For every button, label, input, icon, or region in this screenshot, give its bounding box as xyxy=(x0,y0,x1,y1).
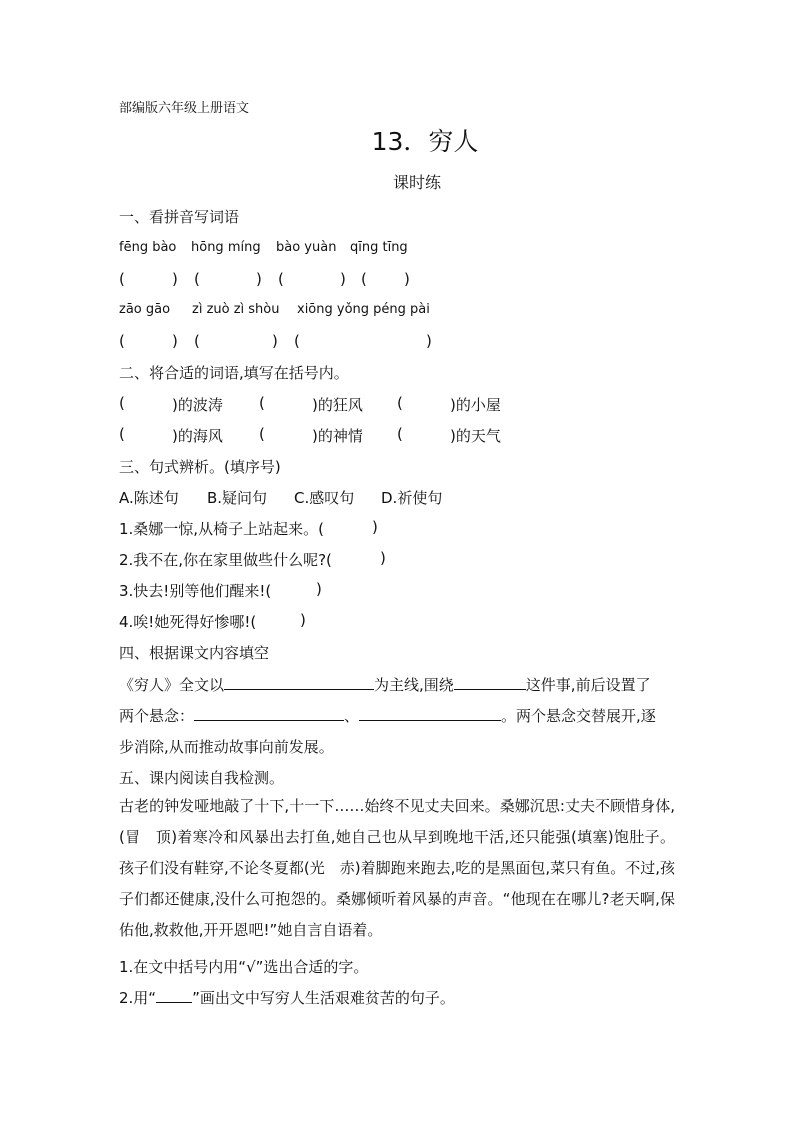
answer-bracket-close: ) xyxy=(172,270,178,288)
answer-bracket-open: ( xyxy=(294,332,300,350)
section-5-heading: 五、课内阅读自我检测。 xyxy=(119,769,285,787)
answer-bracket-open: ( xyxy=(278,270,284,288)
blank-open: ( xyxy=(119,394,125,412)
phrase-1: )的波涛 xyxy=(172,396,223,414)
option-b: B.疑问句 xyxy=(207,489,268,507)
blank-close: ) xyxy=(372,518,378,536)
section-1-heading: 一、看拼音写词语 xyxy=(119,208,240,226)
answer-bracket-open: ( xyxy=(119,332,125,350)
blank-open: ( xyxy=(259,394,265,412)
fill-text: 两个悬念： xyxy=(119,707,195,725)
phrase-6: )的天气 xyxy=(450,427,501,445)
question-3-2: 2.我不在,你在家里做些什么呢?( xyxy=(119,551,332,569)
blank-open: ( xyxy=(119,425,125,443)
answer-bracket-close: ) xyxy=(256,270,262,288)
question-3-3: 3.快去!别等他们醒来!( xyxy=(119,582,272,600)
underline-sample xyxy=(156,988,192,1003)
fill-line-3: 步消除,从而推动故事向前发展。 xyxy=(119,738,334,756)
fill-line-2 xyxy=(119,705,656,726)
section-3-heading: 三、句式辨析。(填序号) xyxy=(119,458,281,476)
answer-bracket-close: ) xyxy=(272,332,278,350)
answer-bracket-close: ) xyxy=(426,332,432,350)
pinyin-3: bào yuàn xyxy=(276,240,337,255)
passage-text: 赤)着脚跑来跑去,吃的是黑面包,菜只有鱼。不过,孩子们都还健康,没什么可抱怨的。桑娜倾听着风暴的声音。“他现在在哪儿?老天啊,保佑他,救救他,开开恩吧!”她自言自语着。 xyxy=(119,859,675,939)
fill-text: 、 xyxy=(344,707,360,725)
answer-underline xyxy=(194,706,344,721)
reading-passage xyxy=(119,791,675,946)
question-3-1: 1.桑娜一惊,从椅子上站起来。( xyxy=(119,520,324,538)
header: 部编版六年级上册语文 xyxy=(119,101,250,116)
phrase-3: )的小屋 xyxy=(450,396,501,414)
passage-text: 顶)着寒冷和风暴出去打鱼,她自己也从早到晚地干活,还只能强(填塞)饱肚子。孩子们没有鞋穿,不论冬夏都(光 xyxy=(119,828,675,877)
phrase-4: )的海风 xyxy=(172,427,223,445)
blank-open: ( xyxy=(397,394,403,412)
pinyin-2: hōng míng xyxy=(191,240,261,255)
passage-text: 古老的钟发哑地敲了十下,十一下……始终不见丈夫回来。桑娜沉思:丈夫不顾惜身体,(冒 xyxy=(119,797,675,846)
answer-underline xyxy=(454,675,526,690)
answer-bracket-open: ( xyxy=(194,270,200,288)
pinyin-4: qīng tīng xyxy=(350,240,408,255)
option-d: D.祈使句 xyxy=(381,489,443,507)
answer-bracket-open: ( xyxy=(361,270,367,288)
fill-text: 《穷人》全文以 xyxy=(119,676,225,694)
pinyin-1: fēng bào xyxy=(119,240,177,255)
section-4-heading: 四、根据课文内容填空 xyxy=(119,644,270,662)
question-3-4: 4.唉!她死得好惨哪!( xyxy=(119,613,257,631)
answer-underline xyxy=(359,706,501,721)
answer-bracket-close: ) xyxy=(172,332,178,350)
answer-bracket-close: ) xyxy=(340,270,346,288)
answer-bracket-close: ) xyxy=(404,270,410,288)
blank-close: ) xyxy=(300,611,306,629)
answer-bracket-open: ( xyxy=(119,270,125,288)
blank-close: ) xyxy=(316,580,322,598)
fill-line-1 xyxy=(119,674,651,695)
fill-text: 为主线,围绕 xyxy=(374,676,454,694)
fill-text: 这件事,前后设置了 xyxy=(525,676,651,694)
phrase-2: )的狂风 xyxy=(312,396,363,414)
q-text: 2.用“ xyxy=(119,989,157,1007)
pinyin-6: zì zuò zì shòu xyxy=(192,302,280,317)
q-text: ”画出文中写穷人生活艰难贫苦的句子。 xyxy=(192,989,455,1007)
phrase-5: )的神情 xyxy=(312,427,363,445)
blank-open: ( xyxy=(397,425,403,443)
answer-bracket-open: ( xyxy=(194,332,200,350)
pinyin-5: zāo gāo xyxy=(119,302,171,317)
question-5-1: 1.在文中括号内用“√”选出合适的字。 xyxy=(119,958,369,976)
page-subtitle: 课时练 xyxy=(392,173,441,192)
page-title: 13．穷人 xyxy=(371,127,479,156)
blank-open: ( xyxy=(259,425,265,443)
fill-text: 。两个悬念交替展开,逐 xyxy=(501,707,656,725)
option-a: A.陈述句 xyxy=(119,489,179,507)
option-c: C.感叹句 xyxy=(294,489,355,507)
answer-underline xyxy=(224,675,374,690)
question-5-2 xyxy=(119,987,455,1008)
blank-close: ) xyxy=(380,549,386,567)
pinyin-7: xiōng yǒng péng pài xyxy=(297,302,430,317)
section-2-heading: 二、将合适的词语,填写在括号内。 xyxy=(119,364,349,382)
